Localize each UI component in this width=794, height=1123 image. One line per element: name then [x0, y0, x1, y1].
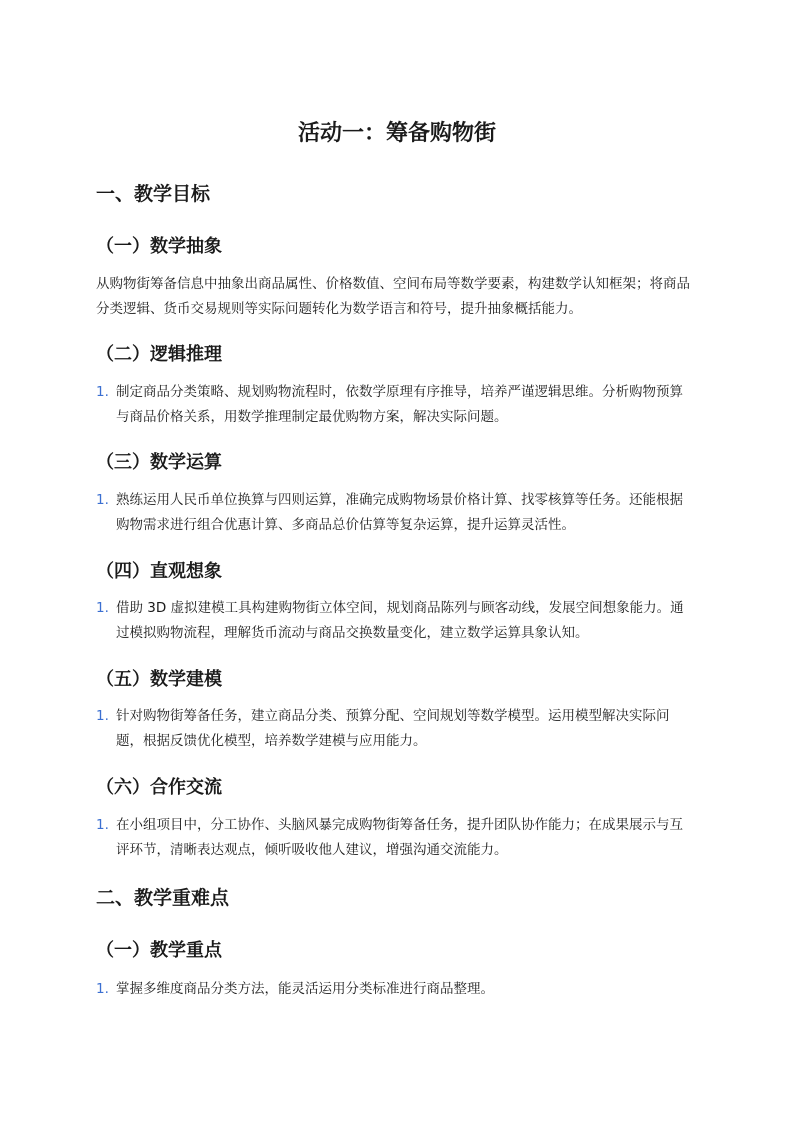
- list-item-text: 借助 3D 虚拟建模工具构建购物街立体空间，规划商品陈列与顾客动线，发展空间想象能力。通过模拟购物流程，理解货币流动与商品交换数量变化，建立数学运算具象认知。: [116, 600, 684, 641]
- list-item-text: 针对购物街筹备任务，建立商品分类、预算分配、空间规划等数学模型。运用模型解决实际问题，根据反馈优化模型，培养数学建模与应用能力。: [116, 708, 670, 749]
- list-item: [96, 596, 696, 646]
- document-title: 活动一：筹备购物街: [297, 121, 496, 146]
- list-item-number: 1.: [96, 600, 109, 616]
- subsection-heading-math-modeling: （五）数学建模: [96, 669, 222, 690]
- section-heading-key-points: 二、教学重难点: [96, 887, 230, 909]
- subsection-heading-math-abstraction: （一）数学抽象: [96, 236, 222, 257]
- list-item-number: 1.: [96, 981, 109, 997]
- list-item-number: 1.: [96, 708, 109, 724]
- subsection-heading-cooperation: （六）合作交流: [96, 777, 222, 798]
- list-item-text: 熟练运用人民币单位换算与四则运算，准确完成购物场景价格计算、找零核算等任务。还能根据购物需求进行组合优惠计算、多商品总价估算等复杂运算，提升运算灵活性。: [116, 492, 683, 533]
- list-item: [96, 488, 696, 538]
- list-item-text: 掌握多维度商品分类方法，能灵活运用分类标准进行商品整理。: [116, 981, 494, 997]
- list-item-text: 在小组项目中，分工协作、头脑风暴完成购物街筹备任务，提升团队协作能力；在成果展示与互评环节，清晰表达观点，倾听吸收他人建议，增强沟通交流能力。: [116, 817, 683, 858]
- list-item-text: 制定商品分类策略、规划购物流程时，依数学原理有序推导，培养严谨逻辑思维。分析购物预算与商品价格关系，用数学推理制定最优购物方案，解决实际问题。: [116, 384, 683, 425]
- subsection-heading-logical-reasoning: （二）逻辑推理: [96, 344, 222, 365]
- section-heading-teaching-goals: 一、教学目标: [96, 183, 211, 205]
- list-item-number: 1.: [96, 384, 109, 400]
- subsection-heading-visual-imagination: （四）直观想象: [96, 561, 222, 582]
- list-item: [96, 813, 696, 863]
- list-item-number: 1.: [96, 817, 109, 833]
- list-item: [96, 977, 696, 1002]
- subsection-heading-math-operation: （三）数学运算: [96, 452, 222, 473]
- subsection-heading-teaching-focus: （一）教学重点: [96, 940, 222, 961]
- list-item-number: 1.: [96, 492, 109, 508]
- paragraph-math-abstraction: 从购物街筹备信息中抽象出商品属性、价格数值、空间布局等数学要素，构建数学认知框架；将商品分类逻辑、货币交易规则等实际问题转化为数学语言和符号，提升抽象概括能力。: [96, 276, 690, 317]
- list-item: [96, 380, 696, 430]
- list-item: [96, 704, 696, 754]
